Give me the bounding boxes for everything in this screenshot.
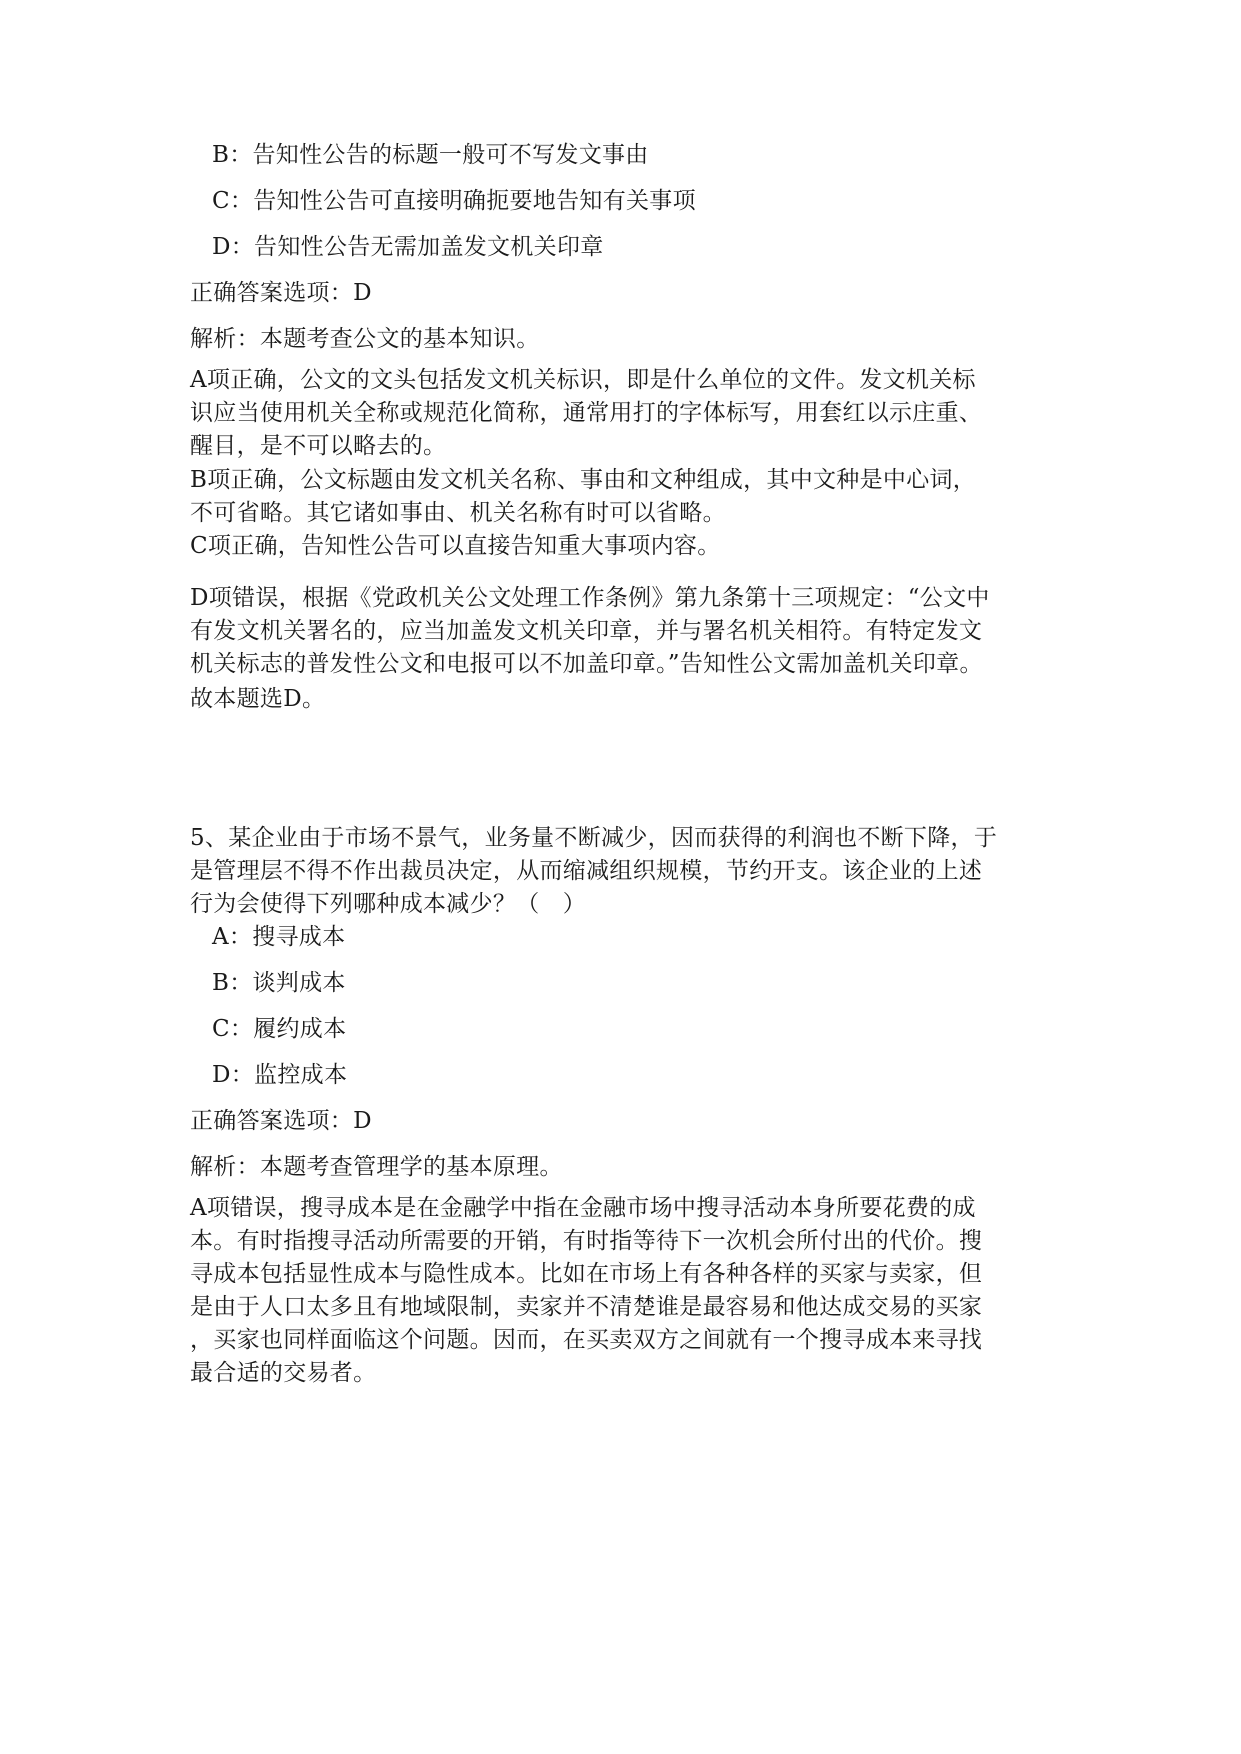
q5-answer: 正确答案选项：D: [190, 1108, 372, 1134]
q4-explanation-d-line: 机关标志的普发性公文和电报可以不加盖印章。”告知性公文需加盖机关印章。: [190, 651, 983, 677]
q5-stem-line: 5、某企业由于市场不景气，业务量不断减少，因而获得的利润也不断下降，于: [190, 825, 998, 851]
q4-option-c: C：告知性公告可直接明确扼要地告知有关事项: [212, 188, 696, 214]
q4-option-d: D：告知性公告无需加盖发文机关印章: [212, 234, 604, 260]
q4-option-b: B：告知性公告的标题一般可不写发文事由: [212, 142, 649, 168]
q5-explanation-a: [190, 1192, 1050, 1390]
q5-explanation-a-line: ，买家也同样面临这个问题。因而，在买卖双方之间就有一个搜寻成本来寻找: [190, 1327, 983, 1353]
q4-conclusion: 故本题选D。: [190, 686, 326, 712]
q5-stem-line: 是管理层不得不作出裁员决定，从而缩减组织规模，节约开支。该企业的上述: [190, 858, 983, 884]
q4-analysis-intro: 解析：本题考查公文的基本知识。: [190, 326, 540, 352]
q4-explanation-a-line: 醒目，是不可以略去的。: [190, 433, 447, 459]
q4-explanation-c: [190, 530, 1050, 563]
q5-explanation-a-line: 寻成本包括显性成本与隐性成本。比如在市场上有各种各样的买家与卖家，但: [190, 1261, 983, 1287]
q4-explanation-a-line: A项正确，公文的文头包括发文机关标识，即是什么单位的文件。发文机关标: [190, 367, 976, 393]
q4-explanation-d-line: D项错误，根据《党政机关公文处理工作条例》第九条第十三项规定：“公文中: [190, 585, 990, 611]
q5-stem-line: 行为会使得下列哪种成本减少？（ ）: [190, 891, 587, 917]
q4-explanation-b-line: 不可省略。其它诸如事由、机关名称有时可以省略。: [190, 500, 726, 526]
q5-explanation-a-line: 是由于人口太多且有地域限制，卖家并不清楚谁是最容易和他达成交易的买家: [190, 1294, 983, 1320]
q5-option-a: A：搜寻成本: [212, 924, 346, 950]
q4-explanation-c-line: C项正确，告知性公告可以直接告知重大事项内容。: [190, 533, 721, 559]
q4-explanation-d-line: 有发文机关署名的，应当加盖发文机关印章，并与署名机关相符。有特定发文: [190, 618, 983, 644]
q4-answer: 正确答案选项：D: [190, 280, 372, 306]
q5-explanation-a-line: A项错误，搜寻成本是在金融学中指在金融市场中搜寻活动本身所要花费的成: [190, 1195, 976, 1221]
q5-explanation-a-line: 本。有时指搜寻活动所需要的开销，有时指等待下一次机会所付出的代价。搜: [190, 1228, 983, 1254]
q4-explanation-a: [190, 364, 1050, 463]
q5-option-b: B：谈判成本: [212, 970, 346, 996]
q4-explanation-d: [190, 582, 1050, 681]
q5-stem: [190, 822, 1050, 921]
q4-explanation-b-line: B项正确，公文标题由发文机关名称、事由和文种组成，其中文种是中心词，: [190, 467, 977, 493]
q4-explanation-a-line: 识应当使用机关全称或规范化简称，通常用打的字体标写，用套红以示庄重、: [190, 400, 983, 426]
q4-explanation-b: [190, 464, 1050, 530]
q5-option-d: D：监控成本: [212, 1062, 348, 1088]
q5-explanation-a-line: 最合适的交易者。: [190, 1360, 377, 1386]
q5-option-c: C：履约成本: [212, 1016, 347, 1042]
q5-analysis-intro: 解析：本题考查管理学的基本原理。: [190, 1154, 563, 1180]
